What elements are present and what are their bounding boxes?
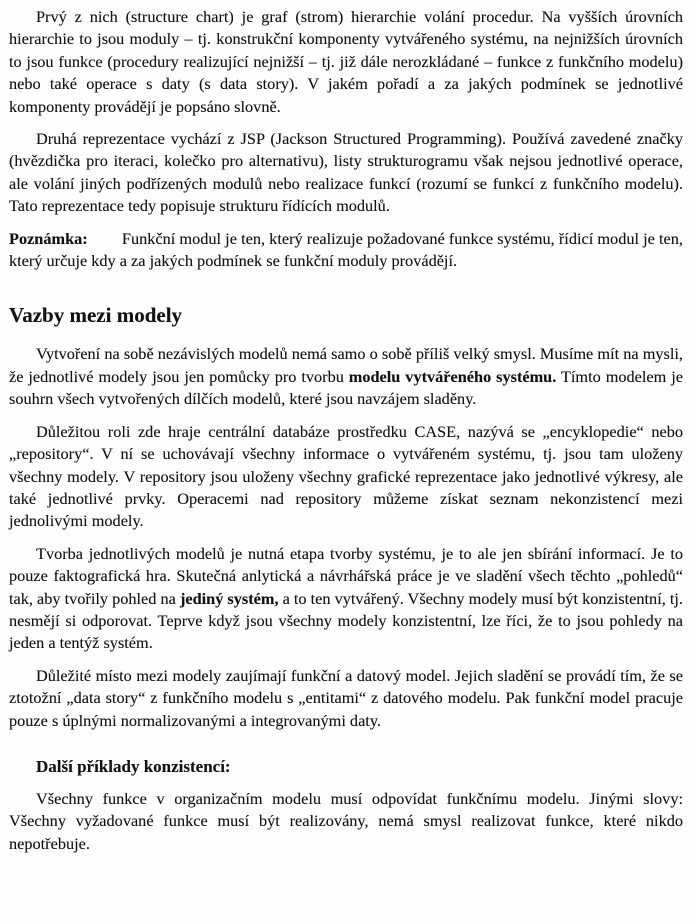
text-column (9, 6, 683, 855)
text-run: Tímto modelem je souhrn všech vytvořených dílčích modelů, které jsou navzájem sladěny. (9, 366, 683, 409)
bold-text-run: jediný systém, (179, 588, 279, 608)
bold-text-run: Další příklady konzistencí: (36, 756, 231, 776)
text-run: Funkční modul je ten, který realizuje požadované funkce systému, řídicí modul je ten, který určuje kdy a za jakých podmínek se funkční moduly provádějí. (9, 228, 683, 271)
text-run: Důležitou roli zde hraje centrální databáze prostředku CASE, nazývá se „encyklopedie“ nebo „repository“. V ní se uchovávají všechny informace o vytvářeném systému, tj. jsou tam uloženy všechny modely. V repository jsou uloženy všechny grafické reprezentace jako jednotlivé výkresy, ale také jednotlivé prvky. Operacemi nad repository můžeme získat seznam nekonzistencí mezi jednolivými modely. (9, 421, 683, 531)
text-run: Druhá reprezentace vychází z JSP (Jackson Structured Programming). Používá zavedené značky (hvězdička pro iteraci, kolečko pro alternativu), listy strukturogramu však nejsou jednotlivé operace, ale volání jiných podřízených modulů nebo realizace funkcí (rozumí se funkcí z funkčního modelu). Tato reprezentace tedy popisuje strukturu řídících modulů. (9, 129, 683, 216)
paragraph (9, 788, 683, 855)
text-run: Všechny funkce v organizačním modelu musí odpovídat funkčnímu modelu. Jinými slovy: Všechny vyžadované funkce musí být realizovány, nemá smysl realizovat funkce, které nikdo nepotřebuje. (9, 788, 683, 853)
sub-heading (9, 756, 683, 778)
paragraph (9, 128, 683, 218)
section-heading (9, 302, 683, 328)
paragraph (9, 228, 683, 273)
text-run: Tvorba jednotlivých modelů je nutná etapa tvorby systému, je to ale jen sbírání informací. Je to pouze faktografická hra. Skutečná anlytická a návrhářská práce je ve sladění všech těchto „pohledů“ tak, aby tvořily pohled na (9, 543, 683, 608)
bold-text-run: Vazby mezi modely (9, 303, 183, 328)
paragraph (9, 343, 683, 410)
text-run: Důležité místo mezi modely zaujímají funkční a datový model. Jejich sladění se provádí tím, že se ztotožní „data story“ z funkčního modelu s „entitami“ z datového modelu. Pak funkční model pracuje pouze s úplnými normalizovanými a integrovanými daty. (9, 665, 683, 730)
text-run: Vytvoření na sobě nezávislých modelů nemá samo o sobě příliš velký smysl. Musíme mít na mysli, že jednotlivé modely jsou jen pomůcky pro tvorbu (9, 344, 683, 386)
paragraph (9, 421, 683, 533)
paragraph (9, 543, 683, 655)
bold-text-run: modelu vytvářeného systému. (348, 366, 557, 386)
paragraph (9, 665, 683, 732)
bold-text-run: Poznámka: (9, 228, 88, 248)
paragraph (9, 6, 683, 118)
text-run: a to ten vytvářený. Všechny modely musí být konzistentní, tj. nesmějí si odporovat. Teprve když jsou všechny modely konzistentní, lze říci, že to jsou pohledy na jeden a tentýž systém. (9, 588, 683, 653)
text-run: Prvý z nich (structure chart) je graf (strom) hierarchie volání procedur. Na vyšších úrovních hierarchie to jsou moduly – tj. konstrukční komponenty vytvářeného systému, na nejnižších úrovních to jsou funkce (procedury realizující nejnižší – tj. již dále nerozkládané – funkce z funkčního modelu) nebo také operace s daty (s data story). V jakém pořadí a za jakých podmínek se jednotlivé komponenty provádějí je popsáno slovně. (9, 7, 683, 116)
